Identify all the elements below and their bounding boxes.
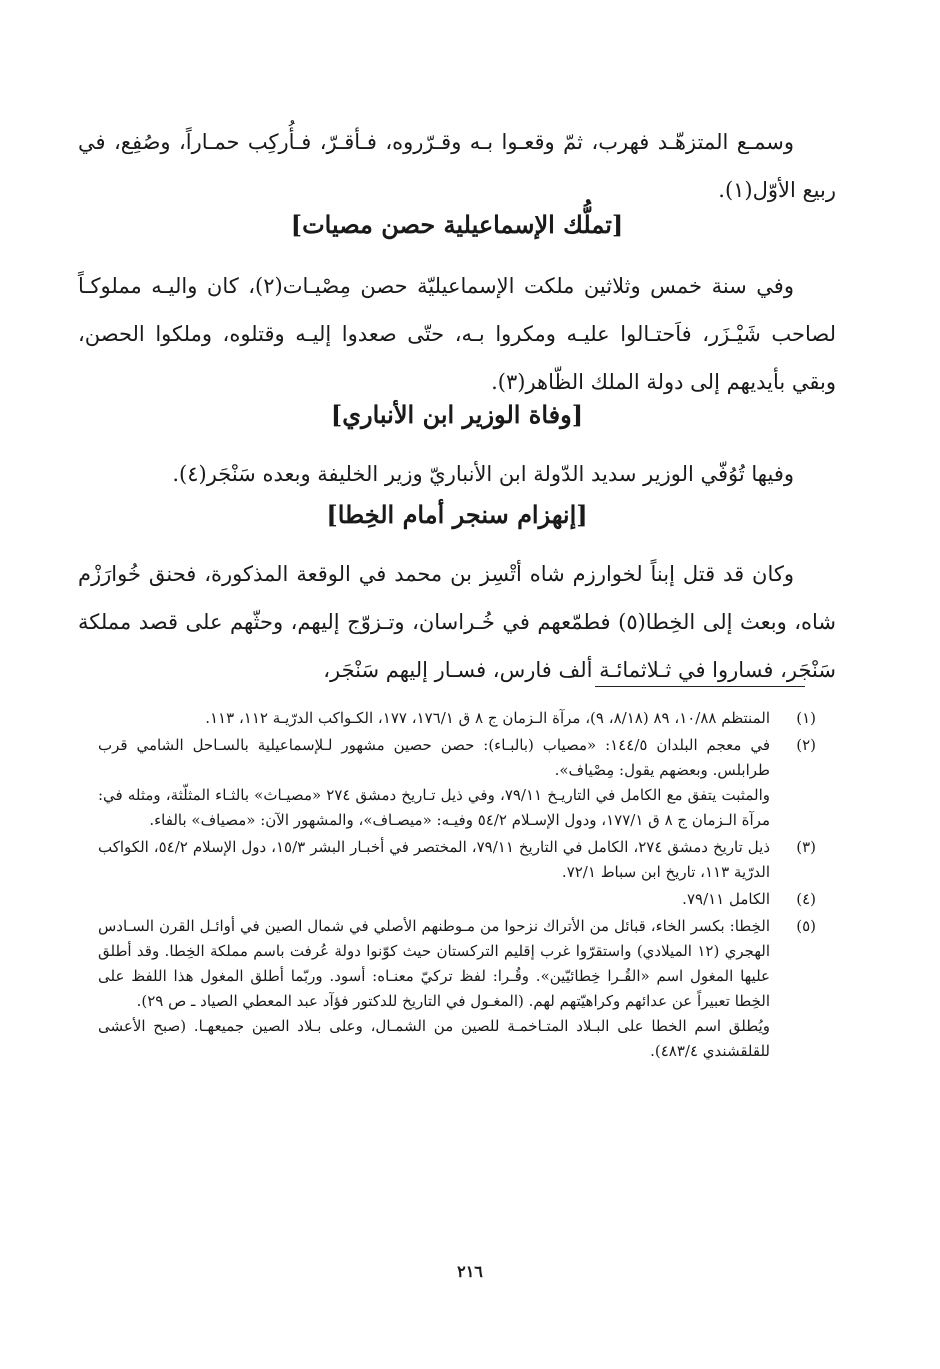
footnote-text: والمثبت يتفق مع الكامل في التاريـخ ٧٩/١١، وفي ذيل تـاريخ دمشق ٢٧٤ «مصيـاث» بالثـاء المثلّثة، ومثله في: مرآة الـزمان ج ٨ ق ١٧٧/١، ودول الإسـلام ٥٤/٢ وفيـه: «ميصـاف»، والمشهور الآن: «مصياف» بالفاء. <box>98 786 770 829</box>
footnote-number: (٥) <box>796 917 816 935</box>
section-heading-sanjar: [إنهزام سنجر أمام الخِطا] <box>326 500 588 529</box>
paragraph-masyaf <box>78 262 836 406</box>
paragraph-sanjar-text: وكان قد قتل إبناً لخوارزم شاه أتْسِز بن محمد في الوقعة المذكورة، فحنق خُوارَزْم شاه، وبعث إلى الخِطا(٥) فطمّعهم في خُـراسان، وتـزوّج إليهم، وحثّهم على قصد مملكة سَنْجَر، فساروا في ثـلاثمائـة ألف فارس، فسـار إليهم سَنْجَر، <box>78 562 836 682</box>
footnote-text: الكامل ٧٩/١١. <box>682 890 770 908</box>
footnote-body <box>98 835 770 885</box>
intro-paragraph <box>78 118 836 214</box>
footnote-text: المنتظم ١٠/٨٨، ٨٩ (٨/١٨، ٩)، مرآة الـزمان ج ٨ ق ١٧٦/١، ١٧٧، الكـواكب الدرّيـة ١١٢، ١١٣. <box>205 709 770 727</box>
intro-text: وسمـع المتزهّـد فهرب، ثمّ وقعـوا بـه وقـرّروه، فـأقـرّ، فـأُركِب حمـاراً، وصُفِع، في ربيع الأوّل(١). <box>78 130 836 202</box>
footnote-text: الخِطا: بكسر الخاء، قبائل من الأتراك نزحوا من مـوطنهم الأصلي في شمال الصين في أوائـل القرن السـادس الهجري (١٢ الميلادي) واستقرّوا غرب إقليم التركستان حيث كوّنوا دولة عُرفت باسم مملكة الخِطا. وقد أطلق عليها المغول اسم «القُـرا خِطائيّين». وقُـرا: لفظ تركيّ معنـاه: أسود. وربّما أطلق المغول هذا اللفظ على الخِطا تعبيراً عن عدائهم وكراهيّتهم لهم. (المغـول في التاريخ للدكتور فؤآد عبد المعطي الصياد ـ ص ٢٩). <box>98 917 770 1010</box>
section-heading-masyaf: [تملُّك الإسماعيلية حصن مصيات] <box>290 210 624 239</box>
footnote-body <box>98 887 770 912</box>
footnote-body <box>98 706 770 731</box>
footnote-4 <box>98 887 816 912</box>
footnote-text: ويُطلق اسم الخطا على البـلاد المتـاخمـة للصين من الشمـال، وعلى بـلاد الصين جميعهـا. (صبح الأعشى للقلقشندي ٤٨٣/٤). <box>98 1017 770 1060</box>
paragraph-sanjar <box>78 550 836 694</box>
section-heading-anbari: [وفاة الوزير ابن الأنباري] <box>330 400 584 429</box>
page-number: ٢١٦ <box>457 1262 483 1281</box>
footnote-number: (٤) <box>796 890 816 908</box>
footnote-body <box>98 733 770 833</box>
paragraph-masyaf-text: وفي سنة خمس وثلاثين ملكت الإسماعيليّة حصن مِصْيـات(٢)، كان واليـه مملوكـاً لصاحب شَيْـزَر، فاَحتـالوا عليـه ومكروا بـه، حتّى صعدوا إليـه وقتلوه، وملكوا الحصن، وبقي بأيديهم إلى دولة الملك الظّاهر(٣). <box>78 274 836 394</box>
footnote-number: (٣) <box>796 838 816 856</box>
footnote-number: (١) <box>796 709 816 727</box>
footnotes <box>98 706 816 1066</box>
paragraph-anbari <box>78 450 836 498</box>
footnote-1 <box>98 706 816 731</box>
footnote-5 <box>98 914 816 1064</box>
footnote-number: (٢) <box>796 736 816 754</box>
footnote-3 <box>98 835 816 885</box>
footnote-2 <box>98 733 816 833</box>
footnote-text: في معجم البلدان ١٤٤/٥: «مصياب (بالبـاء): حصن حصين مشهور لـلإسماعيلية بالسـاحل الشامي قرب طرابلس. وبعضهم يقول: مِصْياف». <box>98 736 771 779</box>
paragraph-anbari-text: وفيها تُوُفّي الوزير سديد الدّولة ابن الأنباريّ وزير الخليفة وبعده سَنْجَر(٤). <box>172 462 794 486</box>
footnote-separator <box>595 686 805 687</box>
footnote-text: ذيل تاريخ دمشق ٢٧٤، الكامل في التاريخ ٧٩/١١، المختصر في أخبـار البشر ١٥/٣، دول الإسلام ٥٤/٢، الكواكب الدرّية ١١٣، تاريخ ابن سباط ٧٢/١. <box>98 838 770 881</box>
footnote-body <box>98 914 770 1064</box>
